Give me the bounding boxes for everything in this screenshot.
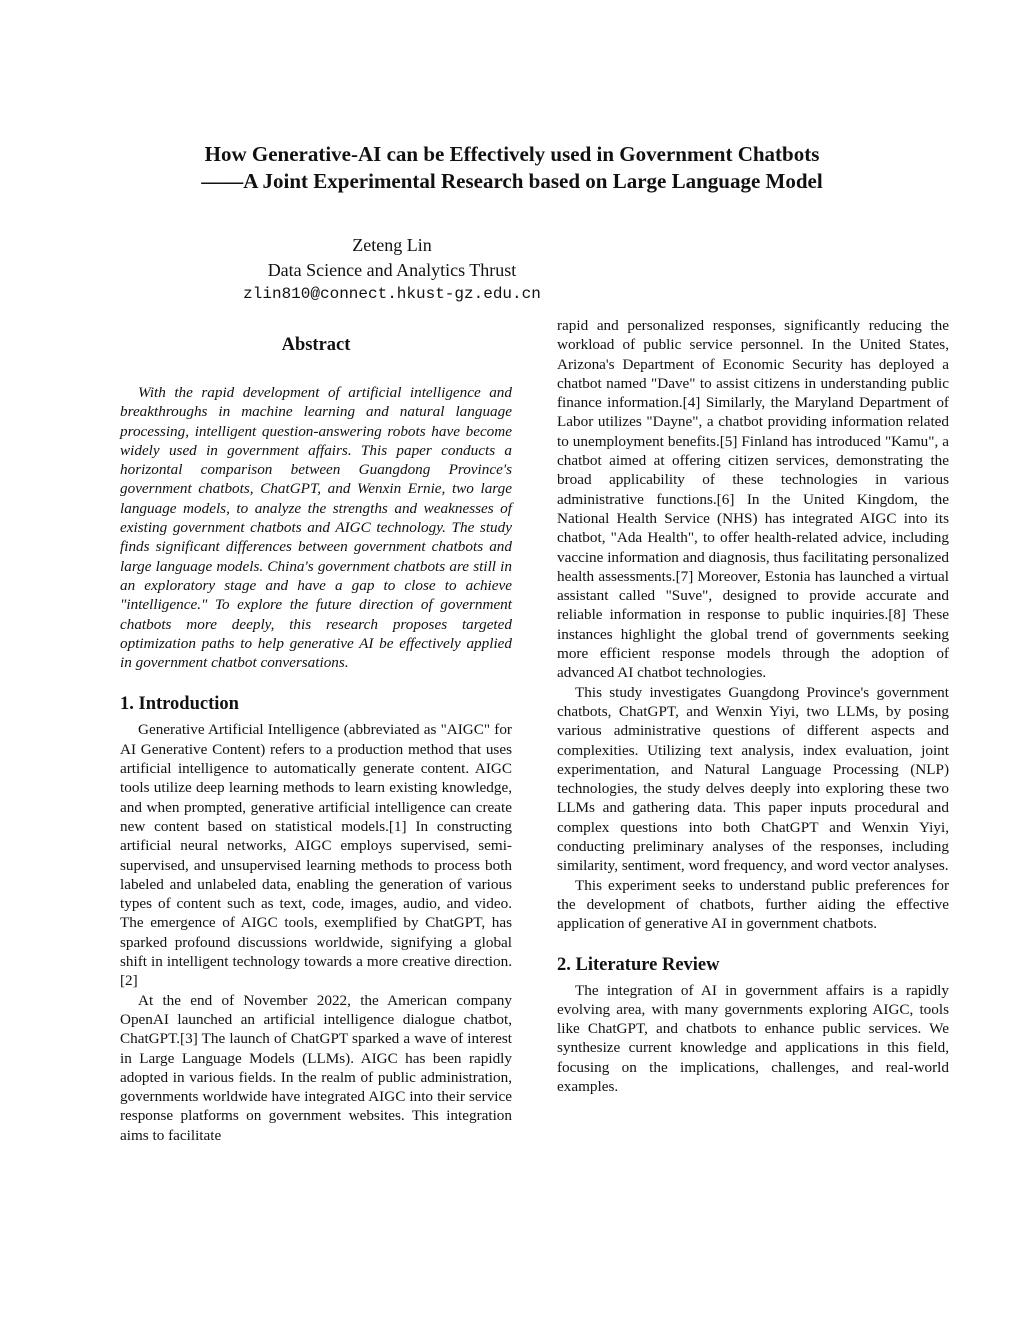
abstract-heading: Abstract (281, 335, 351, 355)
introduction-paragraph-4: This experiment seeks to understand public preferences for the development of chatbots, further aiding the effective application of generative AI in government chatbots. (557, 876, 949, 933)
literature-review-paragraph-1: The integration of AI in government affairs is a rapidly evolving area, with many governments exploring AIGC, tools like ChatGPT, and chatbots to enhance public services. We synthesize current knowledge and applications in this field, focusing on the implications, challenges, and real-world examples. (557, 981, 949, 1095)
author-email: zlin810@connect.hkust-gz.edu.cn (243, 285, 541, 303)
author-affiliation: Data Science and Analytics Thrust (267, 260, 517, 280)
title-line-1: How Generative-AI can be Effectively used in Government Chatbots (204, 142, 820, 166)
introduction-paragraph-3: This study investigates Guangdong Province's government chatbots, ChatGPT, and Wenxin Yiyi, two LLMs, by posing various administrative questions of different aspects and complexities. Utilizing text analysis, index evaluation, joint experimentation, and Natural Language Processing (NLP) technologies, the study delves deeply into exploring these two LLMs and gathering data. This paper inputs procedural and complex questions into both ChatGPT and Wenxin Yiyi, conducting preliminary analyses of the responses, including similarity, sentiment, word frequency, and word vector analyses. (557, 683, 949, 875)
introduction-heading: 1. Introduction (120, 694, 239, 715)
author-block (190, 233, 594, 305)
abstract-text: With the rapid development of artificial intelligence and breakthroughs in machine learning and natural language processing, intelligent question-answering robots have become widely used in government affairs. This paper conducts a horizontal comparison between Guangdong Province's government chatbots, ChatGPT, and Wenxin Ernie, two large language models, to analyze the strengths and weaknesses of existing government chatbots and AIGC technology. The study finds significant differences between government chatbots and large language models. China's government chatbots are still in an exploratory stage and have a gap to close to achieve "intelligence." To explore the future direction of government chatbots more deeply, this research proposes targeted optimization paths to help generative AI be effectively applied in government chatbot conversations. (120, 384, 512, 672)
left-column (120, 333, 512, 1145)
literature-review-heading: 2. Literature Review (557, 954, 720, 975)
title-line-2: ——A Joint Experimental Research based on Large Language Model (201, 169, 823, 193)
introduction-paragraph-2-continued: rapid and personalized responses, significantly reducing the workload of public service personnel. In the United States, Arizona's Department of Economic Security has deployed a chatbot named "Dave" to assist citizens in understanding public finance information.[4] Similarly, the Maryland Department of Labor utilizes "Dayne", a chatbot providing information related to unemployment benefits.[5] Finland has introduced "Kamu", a chatbot aimed at offering citizen services, demonstrating the broad applicability of these technologies in various administrative functions.[6] In the United Kingdom, the National Health Service (NHS) has integrated AIGC into its chatbot, "Ada Health", to offer health-related advice, including vaccine information and diagnosis, thus facilitating personalized health assessments.[7] Moreover, Estonia has launched a virtual assistant called "Suve", designed to provide accurate and reliable information in response to public inquiries.[8] These instances highlight the global trend of governments seeking more efficient response models through the adoption of advanced AI chatbot technologies. (557, 317, 949, 682)
paper-title (100, 141, 924, 195)
author-name: Zeteng Lin (352, 235, 432, 255)
introduction-paragraph-2: At the end of November 2022, the American company OpenAI launched an artificial intelligence dialogue chatbot, ChatGPT.[3] The launch of ChatGPT sparked a wave of interest in Large Language Models (LLMs). AIGC has been rapidly adopted in various fields. In the realm of public administration, governments worldwide have integrated AIGC into their service response platforms on government websites. This integration aims to facilitate (120, 991, 512, 1144)
right-column (557, 316, 949, 1096)
introduction-paragraph-1: Generative Artificial Intelligence (abbreviated as "AIGC" for AI Generative Content) refers to a production method that uses artificial intelligence to automatically generate content. AIGC tools utilize deep learning methods to learn existing knowledge, and when prompted, generative artificial intelligence can create new content based on statistical models.[1] In constructing artificial neural networks, AIGC employs supervised, semi-supervised, and unsupervised learning methods to process both labeled and unlabeled data, enabling the generation of various types of content such as text, code, images, audio, and video. The emergence of AIGC tools, exemplified by ChatGPT, has sparked profound discussions worldwide, signifying a global shift in intelligent technology towards a more creative direction.[2] (120, 721, 512, 990)
